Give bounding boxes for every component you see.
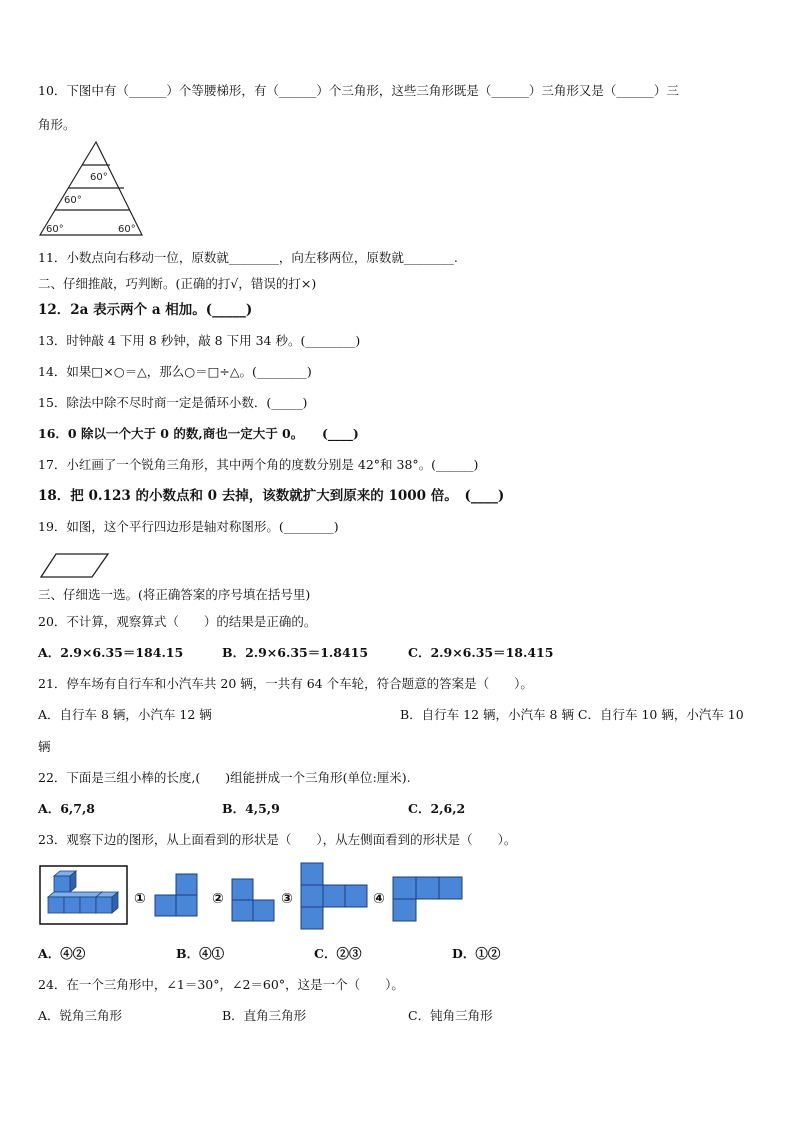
parallelogram-figure [40,553,110,579]
q22-option-c: C．2,6,2 [408,801,466,816]
view-option-2 [232,879,274,921]
angle-label-4: 60° [118,224,136,235]
q23-option-c: C．②③ [314,946,362,961]
q24-option-a: A．锐角三角形 [38,1008,123,1023]
q24-option-c: C．钝角三角形 [408,1008,493,1023]
q20-option-c: C．2.9×6.35＝18.415 [408,645,554,660]
q10-line2: 角形。 [38,117,76,132]
figure-label-1: ① [134,891,146,907]
q21-stem: 21．停车场有自行车和小汽车共 20 辆，一共有 64 个车轮，符合题意的答案是（ ）。 [38,676,533,691]
q23-option-b: B．④① [176,946,225,961]
q12: 12．2a 表示两个 a 相加。(_____) [38,302,253,318]
cube-model-figure [40,866,127,924]
angle-label-1: 60° [90,172,108,183]
q10-trapezoid-figure [38,140,148,236]
figure-label-3: ③ [281,891,293,907]
angle-label-2: 60° [64,195,82,206]
q10-line1: 10．下图中有（______）个等腰梯形，有（______）个三角形，这些三角形既是（______）三角形又是（______）三 [38,83,679,98]
q16: 16．0 除以一个大于 0 的数,商也一定大于 0。 (____) [38,426,359,441]
q13: 13．时钟敲 4 下用 8 秒钟，敲 8 下用 34 秒。(________) [38,333,361,348]
figure-label-4: ④ [373,891,385,907]
q23-option-d: D．①② [452,946,501,961]
q21-option-bc: B．自行车 12 辆，小汽车 8 辆 C．自行车 10 辆，小汽车 10 [400,707,744,722]
q15: 15．除法中除不尽时商一定是循环小数．(_____) [38,395,308,410]
q20-stem: 20．不计算，观察算式（ ）的结果是正确的。 [38,614,317,629]
q24-option-b: B．直角三角形 [222,1008,307,1023]
q14: 14．如果□×○＝△，那么○＝□÷△。(________) [38,364,312,379]
q23-stem: 23．观察下边的图形，从上面看到的形状是（ ），从左侧面看到的形状是（ ）。 [38,832,517,847]
q23-option-a: A．④② [38,946,86,961]
q20-option-b: B．2.9×6.35＝1.8415 [222,645,369,660]
q18: 18．把 0.123 的小数点和 0 去掉，该数就扩大到原来的 1000 倍。 (____) [38,488,505,504]
q21-wrap: 辆 [38,739,51,754]
section2-title: 二、仔细推敲，巧判断。(正确的打√，错误的打×) [38,276,317,291]
view-option-4 [393,877,462,921]
q20-option-a: A．2.9×6.35＝184.15 [38,645,184,660]
angle-label-3: 60° [46,224,64,235]
q24-stem: 24．在一个三角形中，∠1＝30°，∠2＝60°，这是一个（ ）。 [38,977,404,992]
view-option-3 [301,863,367,929]
section3-title: 三、仔细选一选。(将正确答案的序号填在括号里) [38,587,311,602]
q17: 17．小红画了一个锐角三角形，其中两个角的度数分别是 42°和 38°。(______) [38,457,479,472]
figure-label-2: ② [212,891,224,907]
q23-figures [38,860,468,936]
q21-option-a: A．自行车 8 辆，小汽车 12 辆 [38,707,212,722]
q22-stem: 22．下面是三组小棒的长度,( )组能拼成一个三角形(单位:厘米). [38,770,411,785]
q19: 19．如图，这个平行四边形是轴对称图形。(________) [38,519,339,534]
q11: 11．小数点向右移动一位，原数就________，向左移两位，原数就________. [38,250,458,265]
q22-option-a: A．6,7,8 [38,801,95,816]
q22-option-b: B．4,5,9 [222,801,280,816]
view-option-1 [155,874,197,916]
